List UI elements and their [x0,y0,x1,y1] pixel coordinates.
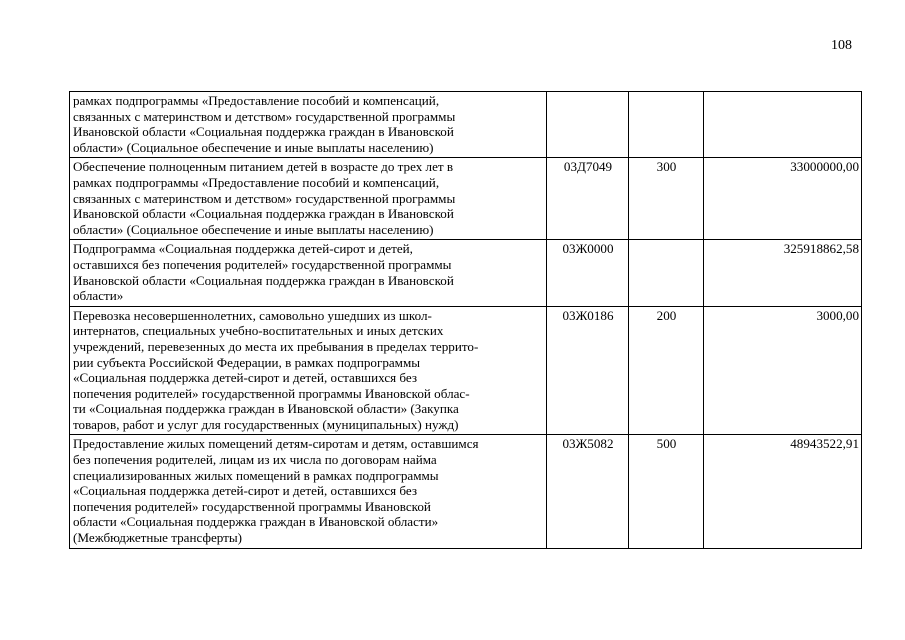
description-line: Ивановской области «Социальная поддержка граждан в Ивановской [73,124,454,140]
row-code: 03Ж0186 [547,306,629,435]
table-row [70,240,862,306]
row-description [70,240,547,306]
description-line: рии субъекта Российской Федерации, в рамках подпрограммы [73,354,421,370]
description-line: товаров, работ и услуг для государственных (муниципальных) нужд) [73,416,459,432]
budget-table [69,91,862,549]
row-expense-type [629,92,704,158]
description-line: связанных с материнством и детством» государственной программы [73,108,456,124]
row-expense-type [629,240,704,306]
row-amount [704,92,862,158]
description-line: попечения родителей» государственной программы Ивановской облас- [73,385,470,401]
description-line: «Социальная поддержка детей-сирот и детей, оставшихся без [73,483,418,499]
table-row [70,92,862,158]
row-expense-type: 200 [629,306,704,435]
description-line: (Межбюджетные трансферты) [73,530,243,546]
page-number: 108 [831,38,852,53]
table-row [70,435,862,548]
row-amount: 48943522,91 [704,435,862,548]
description-line: попечения родителей» государственной программы Ивановской [73,498,431,514]
description-line: области» (Социальное обеспечение и иные выплаты населению) [73,221,434,237]
description-line: связанных с материнством и детством» государственной программы [73,190,456,206]
row-description [70,306,547,435]
row-expense-type: 300 [629,158,704,240]
description-line: области «Социальная поддержка граждан в Ивановской области» [73,514,439,530]
row-amount: 3000,00 [704,306,862,435]
row-code: 03Ж0000 [547,240,629,306]
row-description [70,158,547,240]
description-line: интернатов, специальных учебно-воспитательных и иных детских [73,323,444,339]
description-line: рамках подпрограммы «Предоставление пособий и компенсаций, [73,93,440,108]
description-line: Ивановской области «Социальная поддержка граждан в Ивановской [73,206,454,222]
description-line: рамках подпрограммы «Предоставление пособий и компенсаций, [73,174,440,190]
description-line: Обеспечение полноценным питанием детей в возрасте до трех лет в [73,159,454,175]
description-line: Ивановской области «Социальная поддержка граждан в Ивановской [73,272,454,288]
table-row [70,158,862,240]
row-description [70,92,547,158]
description-line: без попечения родителей, лицам из их числа по договорам найма [73,452,437,468]
description-line: учреждений, перевезенных до места их пребывания в пределах террито- [73,338,479,354]
description-line: Предоставление жилых помещений детям-сиротам и детям, оставшимся [73,436,479,452]
row-amount: 325918862,58 [704,240,862,306]
row-amount: 33000000,00 [704,158,862,240]
row-description [70,435,547,548]
description-line: оставшихся без попечения родителей» государственной программы [73,256,452,272]
description-line: области» [73,288,124,304]
row-code: 03Д7049 [547,158,629,240]
row-expense-type: 500 [629,435,704,548]
description-line: специализированных жилых помещений в рамках подпрограммы [73,467,439,483]
row-code [547,92,629,158]
description-line: Подпрограмма «Социальная поддержка детей-сирот и детей, [73,241,413,257]
description-line: области» (Социальное обеспечение и иные выплаты населению) [73,139,434,155]
row-code: 03Ж5082 [547,435,629,548]
description-line: «Социальная поддержка детей-сирот и детей, оставшихся без [73,370,418,386]
description-line: Перевозка несовершеннолетних, самовольно ушедших из школ- [73,307,432,323]
table-row [70,306,862,435]
description-line: ти «Социальная поддержка граждан в Ивановской области» (Закупка [73,401,459,417]
